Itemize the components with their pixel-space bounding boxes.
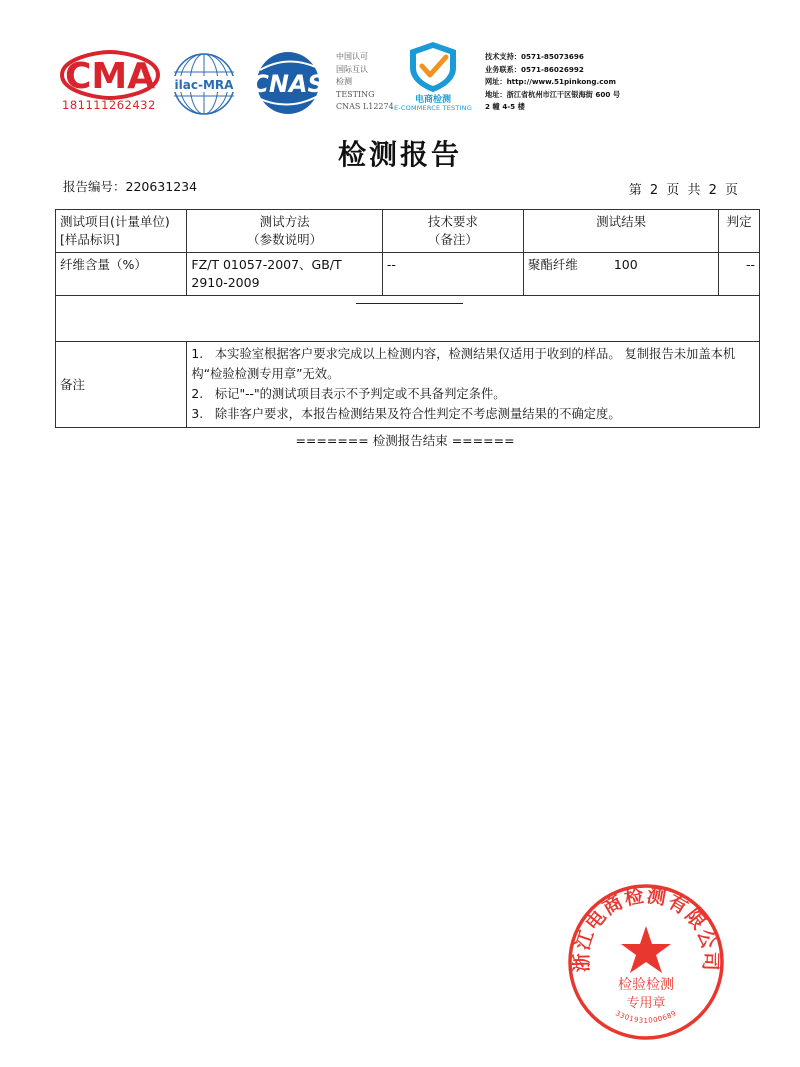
contact-address: 地址：浙江省杭州市江干区银海街 600 号	[485, 89, 621, 99]
blank-divider-line	[356, 303, 463, 304]
cell-item: 纤维含量（%）	[56, 253, 187, 296]
cell-verdict: --	[719, 253, 760, 296]
header-requirement: 技术要求 （备注）	[382, 210, 523, 253]
cma-logo	[58, 50, 162, 112]
cell-requirement: --	[382, 253, 523, 296]
svg-text:3301931000689: 3301931000689	[614, 1009, 678, 1025]
ecommerce-testing-logo	[396, 40, 470, 114]
report-title: 检测报告	[337, 138, 462, 171]
contact-address-2: 2 幢 4-5 楼	[485, 102, 525, 112]
header-test-method: 测试方法 （参数说明）	[187, 210, 382, 253]
cnas-line: 检测	[336, 77, 352, 86]
header-test-item: 测试项目(计量单位) [样品标识]	[56, 210, 187, 253]
svg-text:CMA: CMA	[64, 56, 156, 97]
cnas-line: CNAS L12274	[336, 102, 394, 111]
ilac-mra-logo	[172, 52, 236, 116]
svg-text:CNAS: CNAS	[251, 70, 325, 98]
result-fiber-name: 聚酯纤维	[527, 257, 578, 272]
cnas-mark-icon	[246, 50, 330, 116]
blank-cell	[56, 296, 760, 342]
contact-tech-support: 技术支持：0571-85073696	[485, 52, 584, 61]
seal-line-1: 检验检测	[618, 977, 674, 993]
cma-number: 181111262432	[62, 98, 156, 112]
page-indicator: 第 2 页 共 2 页	[628, 183, 738, 198]
notes-content	[187, 342, 760, 428]
ecommerce-name-en: E-COMMERCE TESTING	[394, 104, 472, 112]
note-1: 1. 本实验室根据客户要求完成以上检测内容，检测结果仅适用于收到的样品。 复制报告未加盖本机构“检验检测专用章”无效。	[191, 347, 736, 381]
contact-business: 业务联系：0571-86026992	[485, 64, 584, 74]
seal-star-icon	[621, 926, 671, 973]
cma-mark-icon	[58, 50, 162, 100]
cell-result	[523, 253, 718, 296]
cnas-line: 中国认可	[336, 52, 368, 61]
svg-text:ilac-MRA: ilac-MRA	[174, 78, 234, 92]
report-end-line: ======= 检测报告结束 ======	[295, 433, 515, 448]
svg-text:浙江电商检测有限公司: 浙江电商检测有限公司	[570, 884, 722, 973]
seal-stamp-icon	[566, 882, 726, 1042]
ecommerce-name-cn: 电商检测	[414, 95, 451, 105]
ilac-globe-icon	[172, 52, 236, 116]
table-row	[56, 253, 760, 296]
contact-info	[485, 51, 620, 114]
note-2: 2. 标记"--"的测试项目表示不予判定或不具备判定条件。	[191, 387, 506, 401]
notes-label: 备注	[56, 342, 187, 428]
table-header-row	[56, 210, 760, 253]
result-fiber-value: 100	[613, 257, 638, 272]
header-verdict: 判定	[719, 210, 760, 253]
cnas-line: 国际互认	[336, 64, 368, 74]
seal-line-2: 专用章	[626, 996, 666, 1011]
cnas-logo	[246, 50, 330, 116]
official-seal	[566, 882, 726, 1042]
cnas-line: TESTING	[336, 89, 375, 99]
notes-row	[56, 342, 760, 428]
contact-website: 网址：http://www.51pinkong.com	[485, 77, 616, 87]
results-table	[55, 209, 760, 428]
blank-row	[56, 296, 760, 342]
cell-method: FZ/T 01057-2007、GB/T 2910-2009	[187, 253, 382, 296]
header-result: 测试结果	[523, 210, 718, 253]
note-3: 3. 除非客户要求，本报告检测结果及符合性判定不考虑测量结果的不确定度。	[191, 407, 621, 421]
shield-check-icon	[396, 40, 470, 94]
report-number: 报告编号：220631234	[63, 179, 198, 194]
cnas-accreditation-text	[336, 51, 396, 114]
